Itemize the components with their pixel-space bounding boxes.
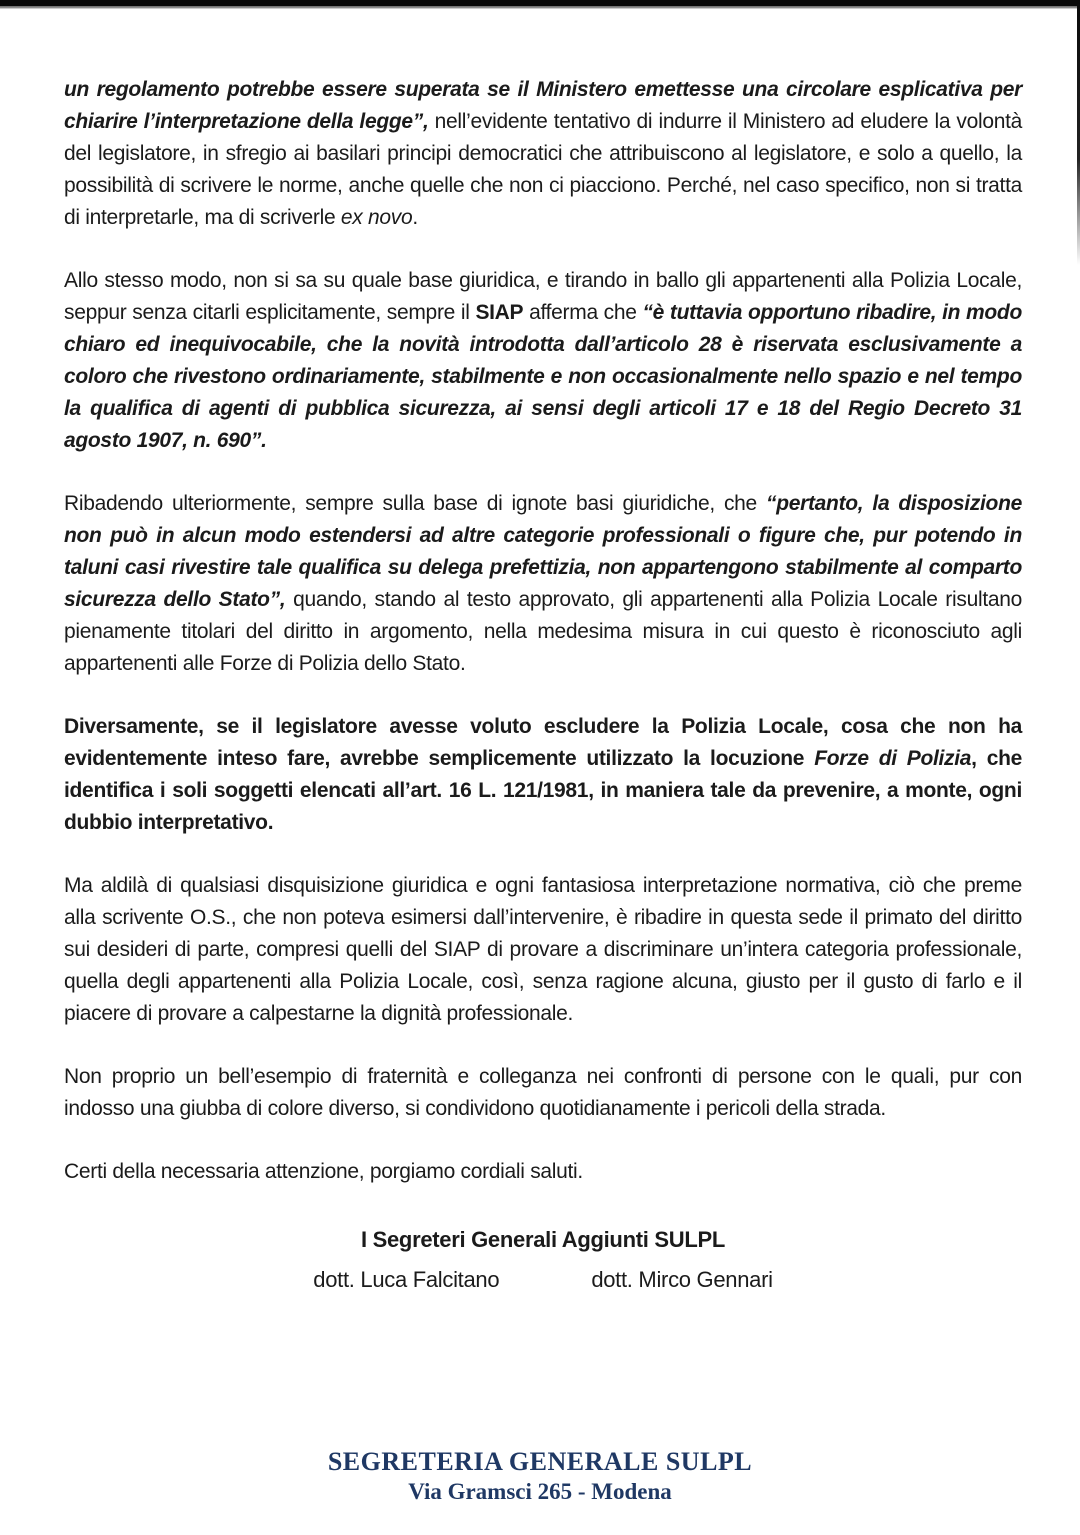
text-run: . xyxy=(412,206,418,229)
paragraph-list xyxy=(64,74,1022,1188)
paragraph xyxy=(64,870,1022,1030)
paragraph xyxy=(64,1156,1022,1188)
text-run: Ma aldilà di qualsiasi disquisizione giuridica e ogni fantasiosa interpretazione normativa, ciò che preme alla scrivente O.S., che non poteva esimersi dall’intervenire, è ribadire in questa sede il primato del diritto sui desideri di parte, compresi quelli del SIAP di provare a discriminare un’intera categoria professionale, quella degli appartenenti alla Polizia Locale, così, senza ragione alcuna, giusto per il gusto di farlo e il piacere di provare a calpestarne la dignità professionale. xyxy=(64,874,1022,1025)
text-run: Forze di Polizia xyxy=(814,747,972,770)
paragraph xyxy=(64,74,1022,234)
text-run: Allo stesso modo, non si sa su quale base giuridica, e tirando in ballo gli appartenenti alla Polizia Locale, seppur senza citarli esplicitamente, sempre il xyxy=(64,269,1022,324)
signature-name: dott. Luca Falcitano xyxy=(313,1267,500,1292)
text-run: nell’evidente tentativo di indurre il Ministero ad eludere la volontà del legislatore, in sfregio ai basilari principi democratici che attribuiscono al legislatore, e solo a quello, la possibilità di scrivere le norme, anche quelle che non ci piacciono. Perché, nel caso specifico, non si tratta di interpretarle, ma di scriverle xyxy=(64,110,1022,229)
text-run: “è tuttavia opportuno ribadire, in modo chiaro ed inequivocabile, che la novità introdotta dall’articolo 28 è riservata esclusivamente a coloro che rivestono ordinariamente, stabilmente e non occasionalmente nello spazio e nel tempo la qualifica di agenti di pubblica sicurezza, ai sensi degli articoli 17 e 18 del Regio Decreto 31 agosto 1907, n. 690”. xyxy=(64,301,1022,452)
paragraph xyxy=(64,265,1022,457)
text-run: ex novo xyxy=(340,206,413,229)
text-run: Ribadendo ulteriormente, sempre sulla base di ignote basi giuridiche, che xyxy=(64,492,766,515)
text-run: Non proprio un bell’esempio di fraternità e colleganza nei confronti di persone con le quali, pur con indosso una giubba di colore diverso, si condividono quotidianamente i pericoli della strada. xyxy=(64,1065,1022,1120)
paragraph xyxy=(64,711,1022,839)
signature-title: I Segreteri Generali Aggiunti SULPL xyxy=(361,1227,725,1252)
document-body xyxy=(64,74,1022,1296)
footer-org-name: SEGRETERIA GENERALE SULPL xyxy=(327,1447,753,1476)
text-run: Certi della necessaria attenzione, porgiamo cordiali saluti. xyxy=(64,1160,583,1183)
paragraph xyxy=(64,1061,1022,1125)
footer-address: Via Gramsci 265 - Modena xyxy=(408,1479,672,1504)
scan-artifact-top-bar xyxy=(0,0,1080,9)
text-run: SIAP xyxy=(475,301,524,324)
signature-name: dott. Mirco Gennari xyxy=(591,1267,773,1292)
paragraph xyxy=(64,488,1022,680)
text-run: afferma che xyxy=(523,301,643,324)
signature-names xyxy=(64,1264,1022,1296)
text-run: un regolamento potrebbe essere superata se il Ministero emettesse una circolare esplicativa per chiarire l’interpretazione della legge”, xyxy=(64,78,1022,133)
text-run: quando, stando al testo approvato, gli appartenenti alla Polizia Locale risultano pienamente titolari del diritto in argomento, nella medesima misura in cui questo è riconosciuto agli appartenenti alle Forze di Polizia dello Stato. xyxy=(64,588,1022,675)
signature-block xyxy=(64,1224,1022,1296)
page-footer xyxy=(0,1446,1080,1506)
text-run: “pertanto, la disposizione non può in alcun modo estendersi ad altre categorie professionali o figure che, pur potendo in taluni casi rivestire tale qualifica su delega prefettizia, non appartengono stabilmente al comparto sicurezza dello Stato”, xyxy=(64,492,1022,611)
text-run: Diversamente, se il legislatore avesse voluto escludere la Polizia Locale, cosa che non ha evidentemente inteso fare, avrebbe semplicemente utilizzato la locuzione xyxy=(64,715,1022,770)
text-run: , che identifica i soli soggetti elencati all’art. 16 L. 121/1981, in maniera tale da prevenire, a monte, ogni dubbio interpretativo. xyxy=(64,747,1022,834)
